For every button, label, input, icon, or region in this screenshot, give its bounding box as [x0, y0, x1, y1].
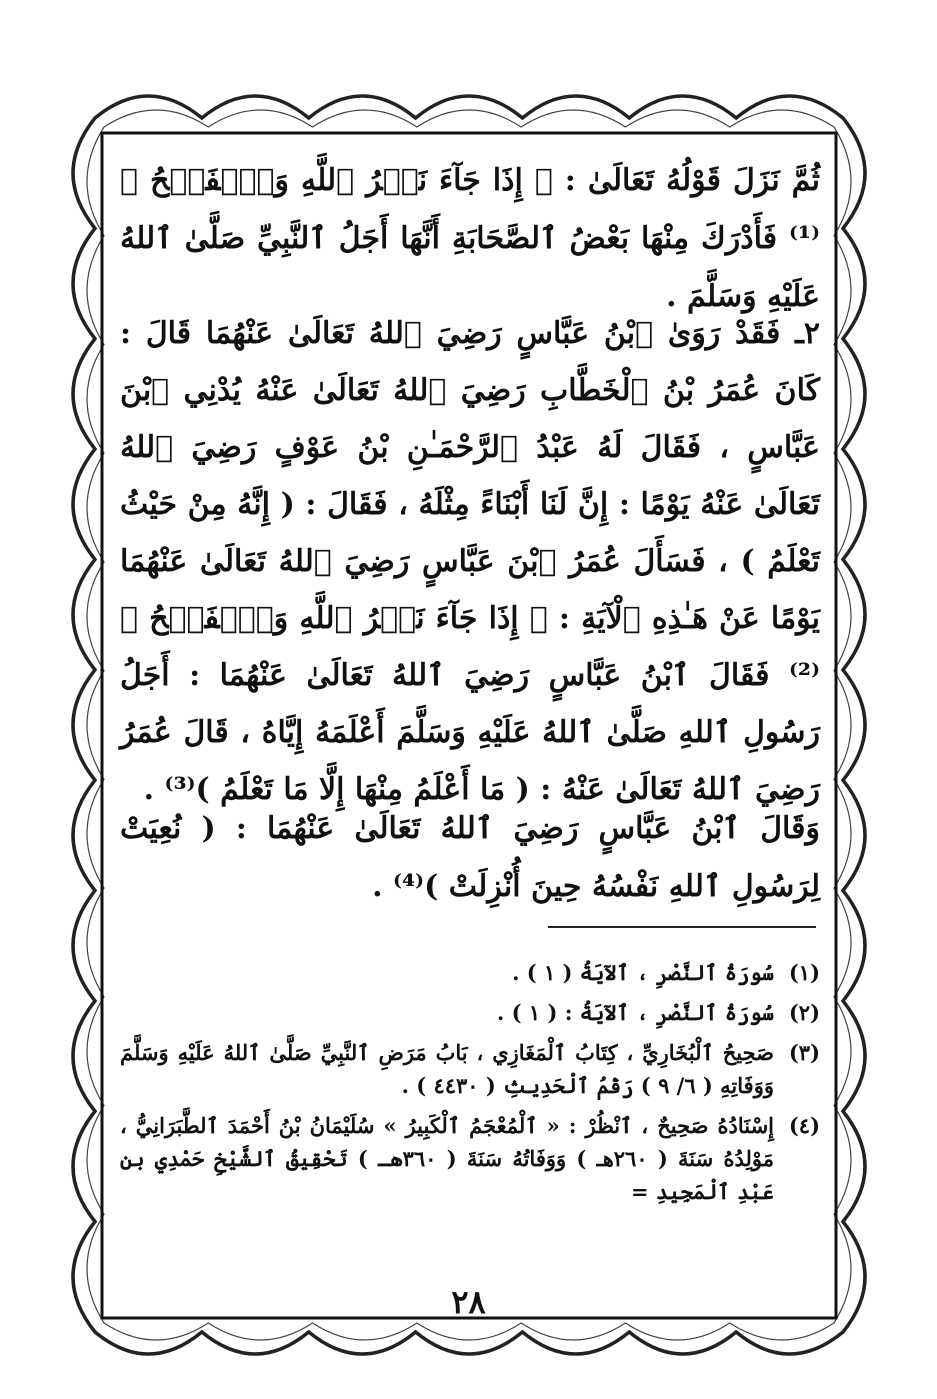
footnote-number: (٢): [788, 1000, 820, 1025]
footnote-1: [120, 956, 820, 989]
footnote-2: [120, 996, 820, 1029]
paragraph-2: ٢ـ فَقَدْ رَوَىٰ ٱبْنُ عَبَّاسٍ رَضِيَ ٱللهُ تَعَالَىٰ عَنْهُمَا قَالَ : كَانَ عُمَرُ بْنُ ٱلْخَطَّابِ رَضِيَ ٱللهُ تَعَالَىٰ عَنْهُ يُدْنِي ٱبْنَ عَبَّاسٍ ، فَقَالَ لَهُ عَبْدُ ٱلرَّحْمَـٰنِ بْنُ عَوْفٍ رَضِيَ ٱللهُ تَعَالَىٰ عَنْهُ يَوْمًا : إِنَّ لَنَا أَبْنَاءً مِثْلَهُ ، فَقَالَ : ( إِنَّهُ مِنْ حَيْثُ تَعْلَمُ ) ، فَسَأَلَ عُمَرُ ٱبْنَ عَبَّاسٍ رَضِيَ ٱللهُ تَعَالَىٰ عَنْهُمَا يَوْمًا عَنْ هَـٰذِهِ ٱلْآيَةِ : ﴿ إِذَا جَآءَ نَصۡرُ ٱللَّهِ وَٱلۡفَتۡحُ ﴾⁽²⁾ فَقَالَ ٱبْنُ عَبَّاسٍ رَضِيَ ٱللهُ تَعَالَىٰ عَنْهُمَا : أَجَلُ رَسُولِ ٱللهِ صَلَّىٰ ٱللهُ عَلَيْهِ وَسَلَّمَ أَعْلَمَهُ إِيَّاهُ ، قَالَ عُمَرُ رَضِيَ ٱللهُ تَعَالَىٰ عَنْهُ : ( مَا أَعْلَمُ مِنْهَا إِلَّا مَا تَعْلَمُ )⁽³⁾ .: [120, 316, 820, 807]
paragraph-1: ثُمَّ نَزَلَ قَوْلُهُ تَعَالَىٰ : ﴿ إِذَا جَآءَ نَصۡرُ ٱللَّهِ وَٱلۡفَتۡحُ ﴾⁽¹⁾ فَأَدْرَكَ مِنْهَا بَعْضُ ٱلصَّحَابَةِ أَنَّهَا أَجَلُ ٱلنَّبِيِّ صَلَّىٰ ٱللهُ عَلَيْهِ وَسَلَّمَ .: [120, 163, 820, 314]
footnote-text: سُورَةُ ٱلنَّصْرِ ، ٱلآيَةُ : ( ١ ) .: [497, 1000, 774, 1025]
footnote-separator: [548, 926, 816, 928]
footnote-number: (٣): [788, 1040, 820, 1065]
footnote-4: [120, 1109, 820, 1208]
footnote-text: سُورَةُ ٱلنَّصْرِ ، ٱلآيَةُ ( ١ ) .: [512, 960, 774, 985]
footnote-3: [120, 1036, 820, 1102]
footnotes: [120, 956, 820, 1215]
footnote-number: (١): [788, 960, 820, 985]
footnote-text: صَحِيحُ ٱلْبُخَارِيِّ ، كِتَابُ ٱلْمَغَازِي ، بَابُ مَرَضِ ٱلنَّبِيِّ صَلَّىٰ ٱللهُ عَلَيْهِ وَسَلَّمَ وَوَفَاتِهِ ( ٦/ ٩ ) رَقْمُ ٱلْحَدِيثِ ( ٤٤٣٠ ) .: [120, 1040, 774, 1098]
page-number: ٢٨: [451, 1283, 486, 1321]
footnote-number: (٤): [788, 1113, 820, 1138]
paragraph-3: وَقَالَ ٱبْنُ عَبَّاسٍ رَضِيَ ٱللهُ تَعَالَىٰ عَنْهُمَا : ( نُعِيَتْ لِرَسُولِ ٱللهِ نَفْسُهُ حِينَ أُنْزِلَتْ )⁽⁴⁾ .: [120, 811, 820, 904]
footnote-text: إِسْنَادُهُ صَحِيحٌ ، ٱنْظُرْ : « ٱلْمُعْجَمُ ٱلْكَبِيرُ » سُلَيْمَانُ بْنُ أَحْمَدَ ٱلطَّبَرَانِيُّ ، مَوْلِدُهُ سَنَةَ ( ٢٦٠هـ ) وَوَفَاتُهُ سَنَةَ ( ٣٦٠هـ ) تَحْقِيقُ ٱلشَّيْخِ حَمْدِي بن عَبْدِ ٱلْمَجِيدِ =: [120, 1113, 774, 1204]
